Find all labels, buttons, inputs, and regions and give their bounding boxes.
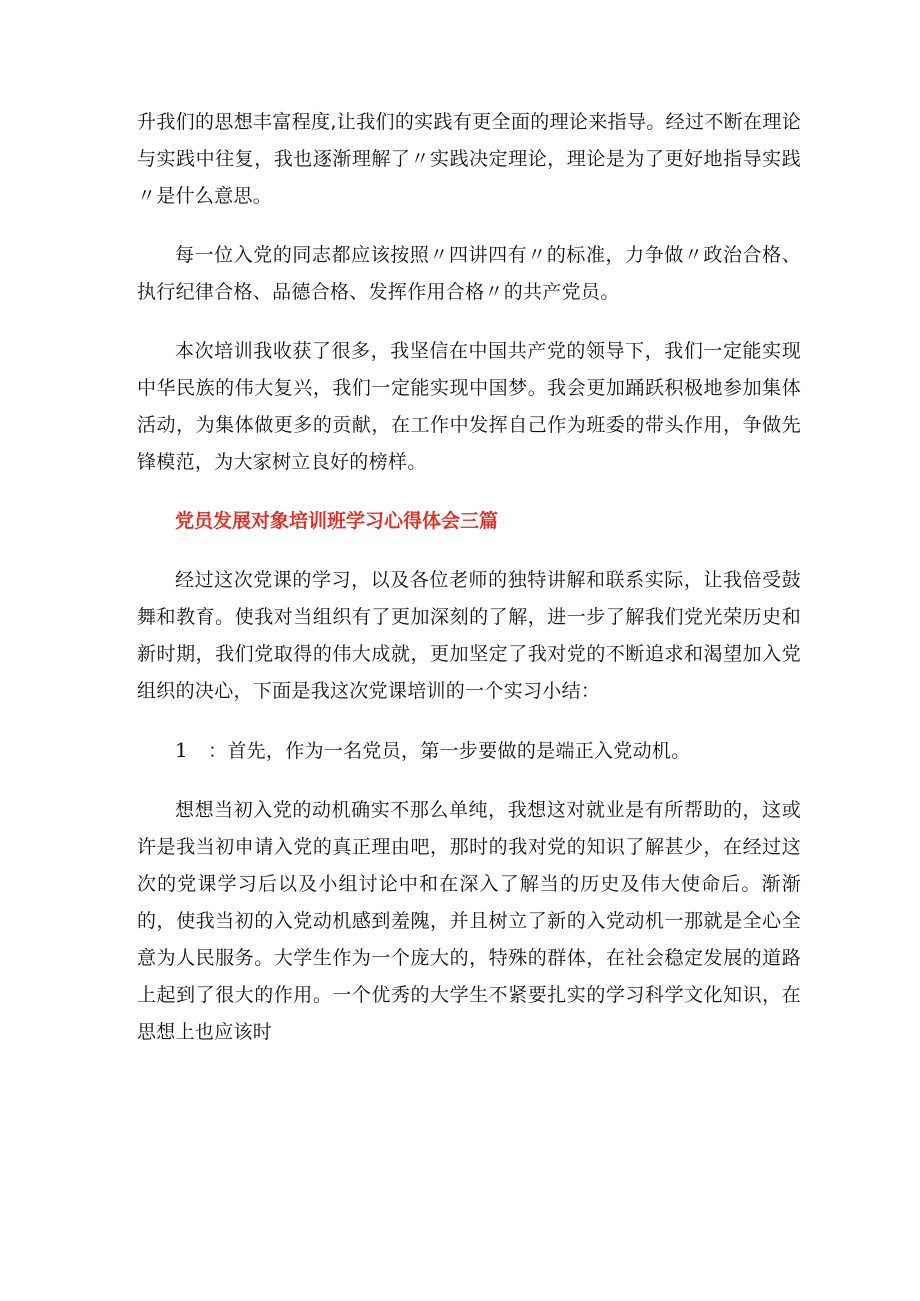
paragraph-training-gains: 本次培训我收获了很多，我坚信在中国共产党的领导下，我们一定能实现中华民族的伟大复兴，我们一定能实现中国梦。我会更加踊跃积极地参加集体活动，为集体做更多的贡献，在工作中发挥自己作为班委的带头作用，争做先锋模范，为大家树立良好的榜样。 (137, 340, 801, 473)
paragraph-final: 想想当初入党的动机确实不那么单纯，我想这对就业是有所帮助的，这或许是我当初申请入党的真正理由吧，那时的我对党的知识了解甚少，在经过这次的党课学习后以及小组讨论中和在深入了解当的历史及伟大使命后。渐渐的，使我当初的入党动机感到羞隗，并且树立了新的入党动机一那就是全心全意为人民服务。大学生作为一个庞大的，特殊的群体，在社会稳定发展的道路上起到了很大的作用。一个优秀的大学生不紧要扎实的学习科学文化知识，在思想上也应该时 (137, 799, 801, 1043)
paragraph-intro: 经过这次党课的学习，以及各位老师的独特讲解和联系实际，让我倍受鼓舞和教育。使我对当组织有了更加深刻的了解，进一步了解我们党光荣历史和新时期，我们党取得的伟大成就，更加坚定了我对党的不断追求和渴望加入党组织的决心，下面是我这次党课培训的一个实习小结： (137, 569, 801, 702)
document-body (137, 104, 801, 1051)
numbered-item-text: ：首先，作为一名党员，第一步要做的是端正入党动机。 (208, 740, 691, 762)
numbered-item-number: 1 (175, 738, 189, 762)
section-heading: 党员发展对象培训班学习心得体会三篇 (175, 510, 499, 532)
numbered-item (137, 732, 801, 770)
paragraph-continuation: 升我们的思想丰富程度,让我们的实践有更全面的理论来指导。经过不断在理论与实践中往复，我也逐渐理解了〃实践决定理论，理论是为了更好地指导实践〃是什么意思。 (137, 111, 801, 207)
paragraph-four-standards: 每一位入党的同志都应该按照〃四讲四有〃的标准，力争做〃政治合格、执行纪律合格、品德合格、发挥作用合格〃的共产党员。 (137, 244, 801, 303)
